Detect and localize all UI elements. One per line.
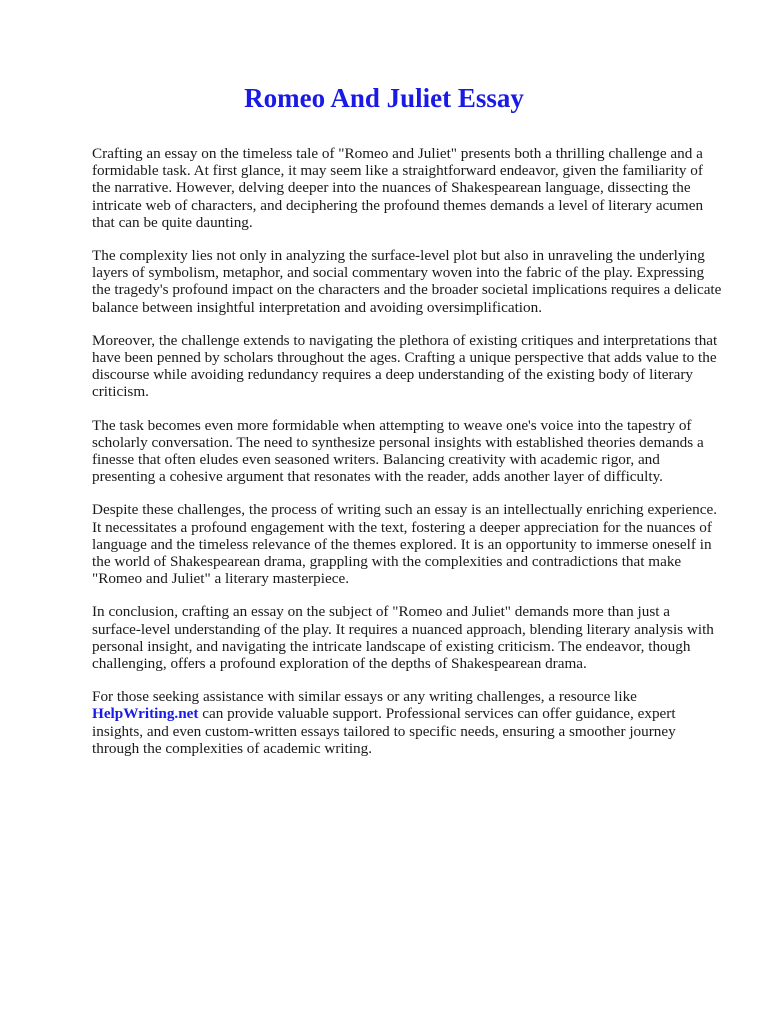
closing-paragraph (92, 688, 722, 757)
page-title: Romeo And Juliet Essay (244, 83, 524, 113)
closing-suffix: can provide valuable support. Professional services can offer guidance, expert insights, and even custom-written essays tailored to specific needs, ensuring a smoother journey through the complexities of academic writing. (92, 705, 676, 757)
paragraph-5: Despite these challenges, the process of writing such an essay is an intellectually enriching experience. It necessitates a profound engagement with the text, fostering a deeper appreciation for the nuances of language and the timeless relevance of the themes explored. It is an opportunity to immerse oneself in the world of Shakespearean drama, grappling with the complexities and contradictions that make "Romeo and Juliet" a literary masterpiece. (92, 501, 718, 588)
paragraph-4: The task becomes even more formidable when attempting to weave one's voice into the tapestry of scholarly conversation. The need to synthesize personal insights with established theories demands a finesse that often eludes even seasoned writers. Balancing creativity with academic rigor, and presenting a cohesive argument that resonates with the reader, adds another layer of difficulty. (92, 416, 704, 486)
paragraph-1: Crafting an essay on the timeless tale of "Romeo and Juliet" presents both a thrilling challenge and a formidable task. At first glance, it may seem like a straightforward endeavor, given the familiarity of the narrative. However, delving deeper into the nuances of Shakespearean language, dissecting the intricate web of characters, and deciphering the profound themes demands a level of literary acumen that can be quite daunting. (92, 145, 704, 231)
paragraph-6: In conclusion, crafting an essay on the subject of "Romeo and Juliet" demands more than just a surface-level understanding of the play. It requires a nuanced approach, blending literary analysis with personal insight, and navigating the intricate landscape of existing criticism. The endeavor, though challenging, offers a profound exploration of the depths of Shakespearean drama. (92, 603, 714, 673)
closing-prefix: For those seeking assistance with similar essays or any writing challenges, a resource like (92, 688, 637, 706)
paragraph-3: Moreover, the challenge extends to navigating the plethora of existing critiques and interpretations that have been penned by scholars throughout the ages. Crafting a unique perspective that adds value to the discourse while avoiding redundancy requires a deep understanding of the existing body of literary criticism. (92, 331, 718, 401)
paragraph-2: The complexity lies not only in analyzing the surface-level plot but also in unraveling the underlying layers of symbolism, metaphor, and social commentary woven into the fabric of the play. Expressing the tragedy's profound impact on the characters and the broader societal implications requires a delicate balance between insightful interpretation and avoiding oversimplification. (92, 247, 722, 316)
helpwriting-link[interactable]: HelpWriting.net (92, 705, 199, 723)
essay-body (92, 145, 722, 773)
